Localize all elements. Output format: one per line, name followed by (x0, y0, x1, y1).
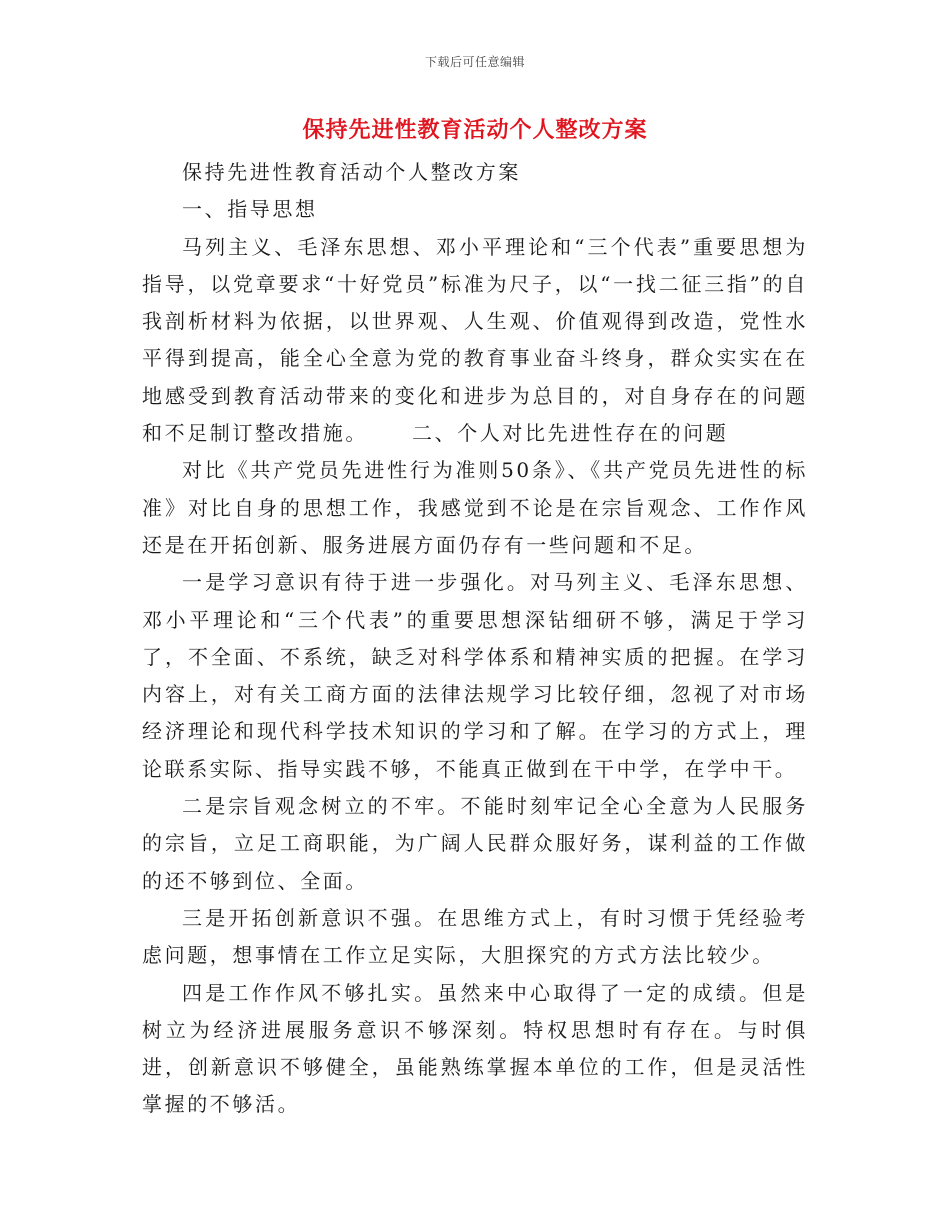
paragraph-problem-4: 四是工作作风不够扎实。虽然来中心取得了一定的成绩。但是树立为经济进展服务意识不够深刻。特权思想时有存在。与时俱进，创新意识不够健全，虽能熟练掌握本单位的工作，但是灵活性掌握的不够活。 (142, 980, 808, 1117)
paragraph-problem-3: 三是开拓创新意识不强。在思维方式上，有时习惯于凭经验考虑问题，想事情在工作立足实际，大胆探究的方式方法比较少。 (142, 905, 808, 968)
paragraph-problem-2: 二是宗旨观念树立的不牢。不能时刻牢记全心全意为人民服务的宗旨，立足工商职能，为广阔人民群众服好务，谋利益的工作做的还不够到位、全面。 (142, 794, 808, 893)
paragraph-text: 马列主义、毛泽东思想、邓小平理论和“三个代表”重要思想为指导，以党章要求“十好党员”标准为尺子，以“一找二征三指”的自我剖析材料为依据，以世界观、人生观、价值观得到改造，党性水平得到提高，能全心全意为党的教育事业奋斗终身，群众实实在在地感受到教育活动带来的变化和进步为总目的，对自身存在的问题和不足制订整改措施。 (142, 234, 808, 446)
paragraph-problem-1: 一是学习意识有待于进一步强化。对马列主义、毛泽东思想、邓小平理论和“三个代表”的重要思想深钻细研不够，满足于学习了，不全面、不系统，缺乏对科学体系和精神实质的把握。在学习内容上，对有关工商方面的法律法规学习比较仔细，忽视了对市场经济理论和现代科学技术知识的学习和了解。在学习的方式上，理论联系实际、指导实践不够，不能真正做到在干中学，在学中干。 (142, 570, 808, 781)
subtitle-line: 保持先进性教育活动个人整改方案 (182, 160, 521, 184)
document-title: 保持先进性教育活动个人整改方案 (302, 117, 648, 143)
header-note: 下载后可任意编辑 (424, 55, 525, 69)
section-heading-problems: 二、个人对比先进性存在的问题 (412, 421, 729, 446)
paragraph-comparison: 对比《共产党员先进性行为准则50条》、《共产党员先进性的标准》对比自身的思想工作，我感觉到不论是在宗旨观念、工作作风还是在开拓创新、服务进展方面仍存有一些问题和不足。 (142, 458, 808, 557)
paragraph-guiding-ideology (142, 229, 808, 453)
document-body (142, 154, 808, 1124)
section-heading-guiding-ideology: 一、指导思想 (182, 197, 318, 222)
